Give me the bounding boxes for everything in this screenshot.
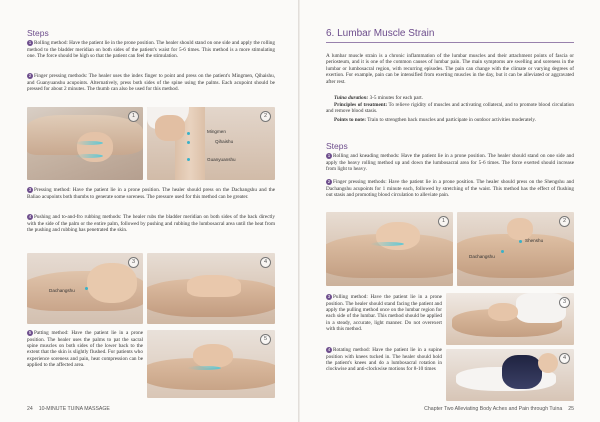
photo-pressing-method <box>27 253 143 324</box>
page-footer <box>27 406 110 412</box>
steps-heading: Steps <box>27 28 49 38</box>
hand-shape <box>87 263 137 303</box>
steps-heading: Steps <box>326 141 348 151</box>
page-footer <box>424 406 574 412</box>
step-number: 2 <box>327 179 331 184</box>
patient-shape <box>502 355 542 389</box>
step-number: 3 <box>28 187 32 192</box>
acupoint-label: Shenshu <box>525 238 544 243</box>
photo-badge: 3 <box>128 257 139 268</box>
acupoint-label: Qihaishu <box>215 139 234 144</box>
hand-shape <box>507 218 533 240</box>
step-number: 4 <box>28 214 32 219</box>
hand-shape <box>193 344 233 368</box>
step-number: 2 <box>28 73 32 78</box>
photo-badge: 2 <box>559 216 570 227</box>
section-title: 6. Lumbar Muscle Strain <box>326 28 435 39</box>
photo-pulling-method <box>446 293 574 345</box>
photo-badge: 1 <box>438 216 449 227</box>
step-1-text: 1 Rolling method: Have the patient lie in the prone position. The healer should stand on one side and apply the rolling method to the bladder meridian on both sides of the patient's waist for 5-6 times. This method is a more stimulating one. The force should be high so that the patient can feel the stimulation. <box>27 40 275 59</box>
photo-rubbing-method <box>147 253 275 324</box>
photo-badge: 4 <box>559 353 570 364</box>
hand-shape <box>538 353 558 373</box>
photo-rotating-method <box>446 349 574 401</box>
step-3-text: 3 Pulling method: Have the patient lie in a prone position. The healer should stand facing the patient and apply the pulling method once on the lumbar region for each side of the lumbar. This method should be applied in a steady, accurate, light manner. Do not overexert with this method. <box>326 294 442 333</box>
photo-badge: 2 <box>260 111 271 122</box>
step-1-text: 1 Rolling and kneading methods: Have the patient lie in a prone position. The healer should stand on one side and apply the heavy rolling method up and down the lumbosacral area for 5-6 times. The force exerted should increase from light to heavy. <box>326 153 574 172</box>
step-number: 3 <box>327 294 331 299</box>
acupoint-label: Guanyuanshu <box>207 157 236 162</box>
page-number: 25 <box>568 406 574 412</box>
intro-text: A lumbar muscle strain is a chronic inflammation of the lumbar muscles and their attachment points of fascia or periosteum, and it is one of the common causes of lumbar pain. The main symptoms are swelling and soreness in the lumbar or lumbosacral region, with recurring episodes. The pain can change with the climate or varying degrees of exertion. For example, pain can be intensified from exerting muscles in the day, but it can be alleviated or aggravated after rest. <box>326 53 574 85</box>
step-number: 4 <box>327 347 331 352</box>
photo-badge: 1 <box>128 111 139 122</box>
hand-shape <box>155 115 185 141</box>
step-4-text: 4 Rotating method: Have the patient lie in a supine position with knees tucked in. The healer should hold the patient's knees and do a lumbosacral rotation in clockwise and anti-clockwise motions for 8-10 times <box>326 347 442 373</box>
hand-shape <box>488 303 518 321</box>
step-number: 1 <box>327 153 331 158</box>
photo-rolling-method <box>27 107 143 180</box>
points-line: Points to note: Train to strengthen back muscles and participate in outdoor activities moderately. <box>334 117 536 123</box>
photo-badge: 5 <box>260 334 271 345</box>
step-2-text: 2 Finger pressing methods: Have the patient lie in a prone position. The healer should press on the Shengshu and Dachangshu acupoints for 1 minute each, followed by stretching of the waist. This method has the effect of flushing out stasis and promoting blood circulation to alleviate pain. <box>326 179 574 198</box>
acupoint-label: Mingmen <box>207 129 226 134</box>
title-rule <box>326 42 574 43</box>
step-number: 5 <box>28 330 32 335</box>
acupoint-label: Dachangshu <box>49 288 75 293</box>
principles-line: Principles of treatment: To relieve rigidity of muscles and activating collateral, and to promote blood circulation and remove blood stasis. <box>326 102 574 115</box>
photo-rolling-kneading <box>326 212 453 286</box>
photo-badge: 4 <box>260 257 271 268</box>
right-page <box>300 0 600 422</box>
photo-finger-pressing-right <box>457 212 574 286</box>
step-3-text: 3 Pressing method: Have the patient lie in a prone position. The healer should press on the Dachangshu and the Baliao acupoints both thumbs to generate some soreness. The pressure used for this method can be greater. <box>27 187 275 200</box>
photo-finger-pressing <box>147 107 275 180</box>
step-number: 1 <box>28 40 32 45</box>
step-5-text: 5 Patting method: Have the patient lie in a prone position. The healer uses the palms to pat the sacral spine muscles on both sides of the lower back to the extent that the skin is slightly flushed. For patients who experience soreness and pain, heat compression can be applied to the affected area. <box>27 330 143 369</box>
acupoint-label: Dachangshu <box>469 254 495 259</box>
hand-shape <box>187 275 241 297</box>
duration-line: Tuina duration: 3-5 minutes for each part. <box>334 95 424 101</box>
page-number: 24 <box>27 406 33 412</box>
photo-badge: 3 <box>559 297 570 308</box>
book-title: 10-MINUTE TUINA MASSAGE <box>38 406 110 412</box>
step-2-text: 2 Finger pressing methods: The healer uses the index finger to point and press on the patient's Mingmen, Qihaishu, and Guanyuanshu acupoints. Alternatively, press both sides of the spine using the palms. Each acupoint should be pressed for about 2 minutes. The thumb can also be used for this method. <box>27 73 275 92</box>
photo-patting-method <box>147 330 275 398</box>
step-4-text: 4 Pushing and to-and-fro rubbing methods: The healer rubs the bladder meridian on both sides of the back directly with the side of the palm or the entire palm, followed by pushing and rubbing the lumbosacral area until the heat from the pushing and rubbing has penetrated the skin. <box>27 214 275 233</box>
chapter-title: Chapter Two Alleviating Body Aches and Pain through Tuina <box>424 406 563 412</box>
